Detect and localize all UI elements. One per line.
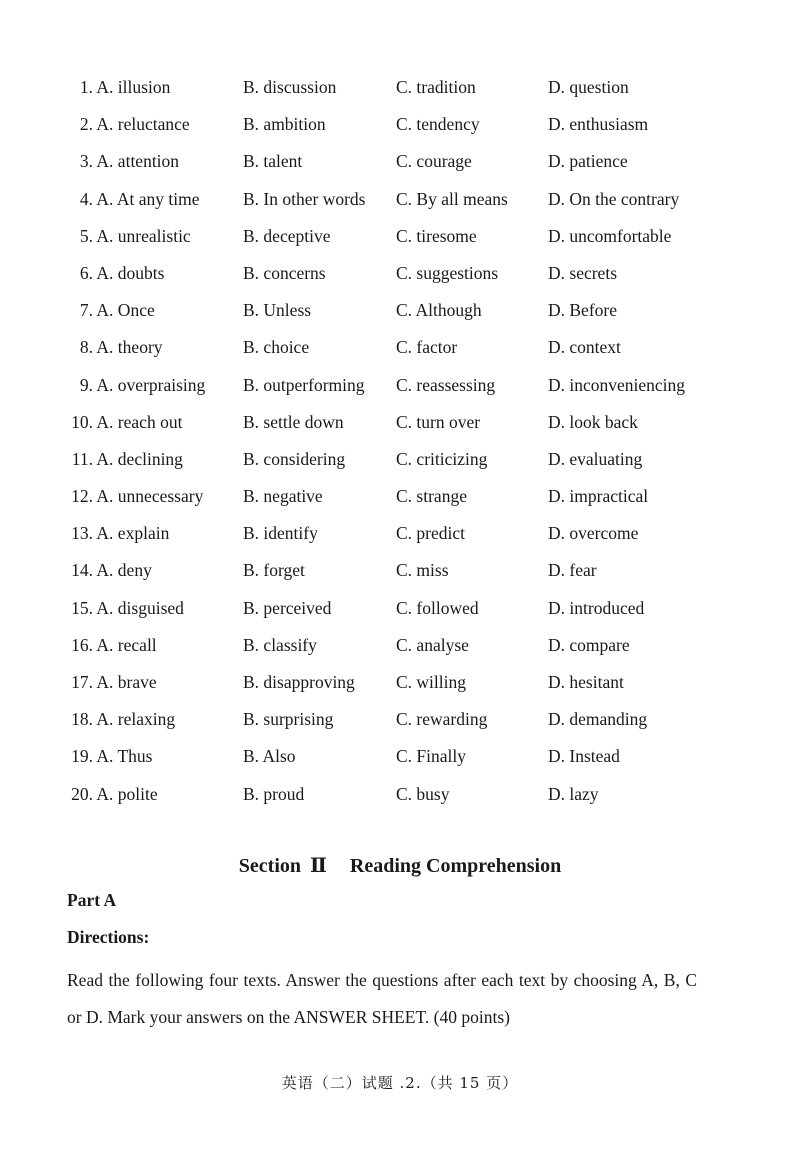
option-b: B. identify [243,523,318,544]
question-row [0,223,800,260]
option-d: D. overcome [548,523,639,544]
question-number: 12. [71,486,93,507]
option-b: B. In other words [243,188,366,209]
question-row [0,743,800,780]
option-b: B. outperforming [243,374,365,395]
option-c: C. miss [396,560,449,581]
question-row [0,669,800,706]
option-b: B. classify [243,634,317,655]
question-row [0,74,800,111]
question-number: 9. [79,374,93,395]
option-d: D. context [548,337,621,358]
option-d: D. hesitant [548,672,624,692]
option-a: A. polite [96,783,158,804]
directions-text: Read the following four texts. Answer the questions after each text by choosing A, B, C or D. Mark your answers on the ANSWER SHEET. (40 points) [67,970,697,1027]
option-b: B. disapproving [243,672,355,692]
question-number: 6. [79,262,93,283]
question-row [0,372,800,409]
part-heading: Part A [67,890,117,910]
option-b: B. proud [243,783,305,804]
option-d: D. Instead [548,746,620,767]
question-row [0,706,800,743]
option-a: A. doubts [96,262,165,283]
option-c: C. factor [396,337,458,358]
option-c: C. followed [396,597,479,618]
option-b: B. choice [243,337,310,358]
question-number: 20. [71,783,93,804]
option-d: D. question [548,77,629,97]
option-c: C. willing [396,672,467,692]
question-number: 10. [71,411,93,432]
option-d: D. On the contrary [548,188,680,209]
option-a: A. deny [96,560,152,581]
question-row [0,446,800,483]
question-number: 11. [71,448,93,469]
question-row [0,260,800,297]
option-d: D. look back [548,411,638,432]
option-a: A. explain [96,523,170,544]
option-b: B. surprising [243,709,334,730]
option-b: B. concerns [243,262,326,283]
option-d: D. demanding [548,709,648,730]
question-row [0,334,800,371]
option-d: D. inconveniencing [548,374,686,395]
question-row [0,409,800,446]
question-number: 18. [71,709,93,730]
option-b: B. perceived [243,597,332,618]
option-b: B. settle down [243,411,344,432]
option-b: B. ambition [243,114,326,135]
question-number: 14. [71,560,93,581]
question-list [0,74,800,818]
question-number: 4. [79,188,93,209]
question-number: 5. [79,225,93,246]
section-label: Section [238,855,302,877]
option-d: D. evaluating [548,448,643,469]
option-d: D. fear [548,560,597,581]
option-b: B. discussion [243,77,337,97]
page-footer: 英语（二）试题 .2.（共 15 页） [281,1074,519,1092]
question-row [0,297,800,334]
question-row [0,483,800,520]
option-a: A. brave [96,672,157,692]
option-c: C. courage [396,151,472,172]
question-number: 15. [71,597,93,618]
section-heading [0,853,800,878]
question-row [0,148,800,185]
question-number: 3. [79,151,93,172]
question-row [0,186,800,223]
question-number: 8. [79,337,93,358]
option-b: B. considering [243,448,346,469]
question-row [0,520,800,557]
option-b: B. forget [243,560,305,581]
question-number: 16. [71,634,93,655]
question-row [0,557,800,594]
section-title: Reading Comprehension [349,855,562,877]
question-number: 2. [79,114,93,135]
option-a: A. Once [96,300,155,321]
option-d: D. impractical [548,486,649,507]
option-c: C. Finally [396,746,467,767]
option-a: A. recall [96,634,157,655]
option-a: A. At any time [96,188,200,209]
option-a: A. overpraising [96,374,206,395]
option-c: C. By all means [396,188,508,209]
option-a: A. disguised [96,597,184,618]
option-a: A. unnecessary [96,486,204,507]
option-d: D. uncomfortable [548,225,672,246]
option-a: A. Thus [96,746,153,767]
option-b: B. Unless [243,300,312,321]
question-row [0,595,800,632]
option-c: C. reassessing [396,374,496,395]
option-b: B. deceptive [243,225,331,246]
option-b: B. Also [243,746,296,767]
option-a: A. unrealistic [96,225,191,246]
option-c: C. tendency [396,114,480,135]
option-a: A. theory [96,337,163,358]
option-a: A. illusion [96,77,171,97]
section-numeral: Ⅱ [310,855,327,877]
option-c: C. criticizing [396,448,488,469]
option-d: D. enthusiasm [548,114,649,135]
question-row [0,632,800,669]
option-d: D. secrets [548,262,618,283]
option-c: C. rewarding [396,709,488,730]
option-a: A. relaxing [96,709,176,730]
option-c: C. tiresome [396,225,477,246]
option-a: A. reluctance [96,114,190,135]
question-number: 19. [71,746,93,767]
option-a: A. reach out [96,411,183,432]
option-d: D. Before [548,300,618,321]
question-row [0,781,800,818]
option-c: C. turn over [396,411,481,432]
option-c: C. suggestions [396,262,499,283]
option-c: C. strange [396,486,467,507]
question-row [0,111,800,148]
option-b: B. negative [243,486,323,507]
option-d: D. introduced [548,597,645,618]
option-d: D. patience [548,151,628,172]
question-number: 13. [71,523,93,544]
directions-heading: Directions: [67,927,150,947]
option-c: C. tradition [396,77,476,97]
option-c: C. Although [396,300,482,321]
question-number: 7. [79,300,93,321]
option-a: A. declining [96,448,183,469]
option-d: D. lazy [548,783,599,804]
option-d: D. compare [548,634,630,655]
option-c: C. analyse [396,634,469,655]
option-b: B. talent [243,151,303,172]
option-a: A. attention [96,151,180,172]
question-number: 17. [71,672,93,692]
option-c: C. busy [396,783,450,804]
option-c: C. predict [396,523,466,544]
question-number: 1. [79,77,93,97]
